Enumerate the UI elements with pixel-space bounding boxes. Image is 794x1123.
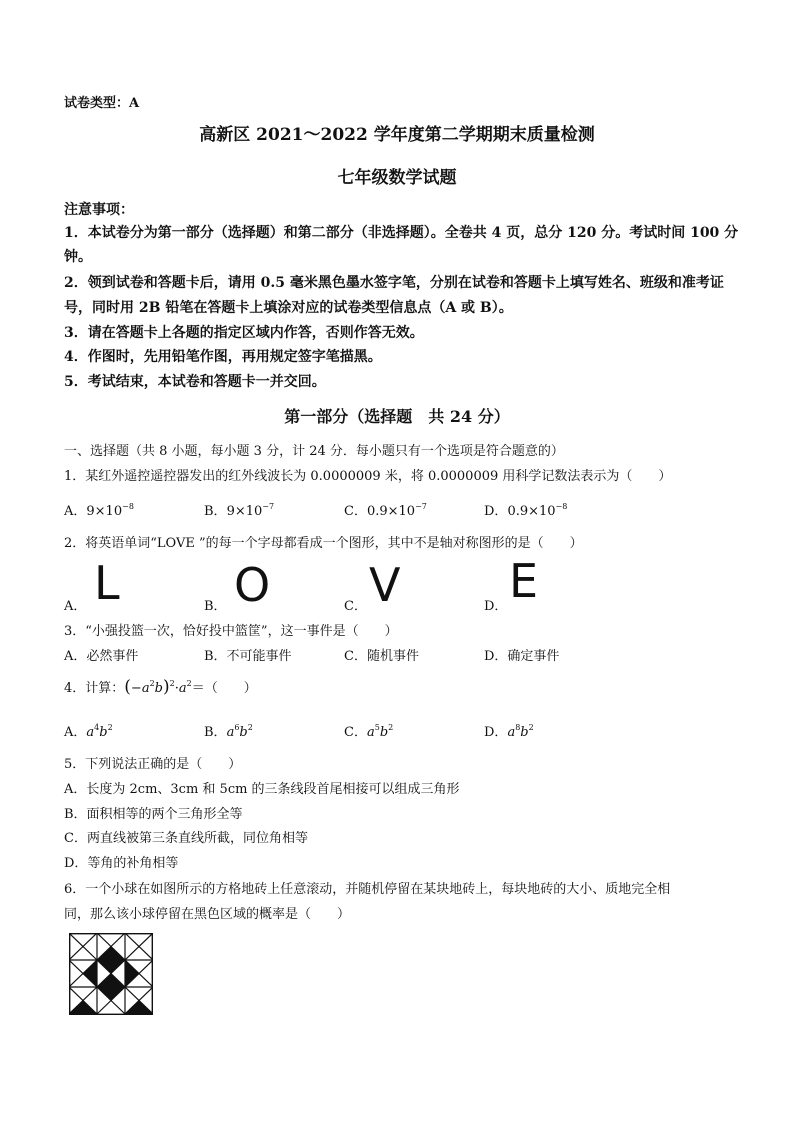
q1-a-exp: −8: [122, 502, 134, 511]
q1-option-b: [204, 500, 274, 519]
q3-option-d: D．确定事件: [484, 649, 560, 664]
q4-option-d: D．$a^8b^2$: [484, 723, 534, 740]
q6-tile-figure: [69, 933, 153, 1015]
q5-option-d: D．等角的补角相等: [64, 856, 179, 871]
q1-c-exp: −7: [415, 502, 427, 511]
q1-a-base: 9×10: [86, 504, 123, 519]
q2-d-label: D．: [484, 599, 508, 614]
note-item-1b: 钟。: [64, 249, 92, 265]
note-item-5: 5．考试结束，本试卷和答题卡一并交回。: [64, 374, 326, 390]
q1-a-label: A．: [64, 504, 87, 519]
q5-stem: 5．下列说法正确的是（ ）: [64, 757, 242, 772]
q4-option-a: A．$a^4b^2$: [64, 723, 113, 740]
q4-option-c: C．$a^5b^2$: [344, 723, 394, 740]
paper-type-label: 试卷类型：A: [64, 96, 140, 111]
notes-heading: 注意事项：: [64, 202, 134, 218]
q2-b-label: B．: [204, 599, 227, 614]
q2-letter-v: V: [369, 558, 401, 612]
q5-option-b: B．面积相等的两个三角形全等: [64, 807, 243, 822]
q1-b-base: 9×10: [226, 504, 263, 519]
q3-option-c: C．随机事件: [344, 649, 419, 664]
q1-b-label: B．: [204, 504, 227, 519]
q1-option-d: [484, 500, 567, 519]
q6-stem-line1: 6．一个小球在如图所示的方格地砖上任意滚动，并随机停留在某块地砖上，每块地砖的大小、质地完全相: [64, 882, 671, 897]
q1-d-base: 0.9×10: [507, 504, 556, 519]
q5-option-c: C．两直线被第三条直线所截，同位角相等: [64, 831, 308, 846]
tile-grid: [69, 933, 153, 1014]
tile-black-regions: [69, 947, 153, 1015]
q3-option-b: B．不可能事件: [204, 649, 292, 664]
q2-letter-o: O: [234, 558, 271, 612]
q1-d-exp: −8: [555, 502, 568, 511]
q1-stem: 1．某红外遥控遥控器发出的红外线波长为 0.0000009 米，将 0.0000009 用科学记数法表示为（ ）: [64, 469, 672, 484]
note-item-1a: 1．本试卷分为第一部分（选择题）和第二部分（非选择题）。全卷共 4 页，总分 120 分。考试时间 100 分: [64, 225, 739, 241]
q6-stem-line2: 同，那么该小球停留在黑色区域的概率是（ ）: [64, 907, 351, 922]
q2-letter-e: E: [509, 554, 539, 608]
q3-stem: 3．“小强投篮一次，恰好投中篮筐”，这一事件是（ ）: [64, 624, 398, 639]
note-item-4: 4．作图时，先用铅笔作图，再用规定签字笔描黑。: [64, 349, 382, 365]
note-item-3: 3．请在答题卡上各题的指定区域内作答，否则作答无效。: [64, 325, 424, 341]
note-item-2a: 2．领到试卷和答题卡后，请用 0.5 毫米黑色墨水签字笔，分别在试卷和答题卡上填写姓名、班级和准考证: [64, 275, 724, 291]
q2-stem: 2．将英语单词“LOVE ”的每一个字母都看成一个图形，其中不是轴对称图形的是（ ）: [64, 536, 583, 551]
q2-a-label: A．: [64, 599, 87, 614]
q1-option-a: [64, 500, 134, 519]
q1-c-label: C．: [344, 504, 367, 519]
q4-stem: 4．计算：$(-a^2b)^2\cdot a^2=$（ ）: [64, 677, 257, 697]
q4-stem-suffix: ＝（ ）: [191, 681, 257, 696]
note-item-2b: 号，同时用 2B 铅笔在答题卡上填涂对应的试卷类型信息点（A 或 B）。: [64, 300, 513, 316]
q2-letter-l: L: [94, 556, 120, 610]
q1-d-label: D．: [484, 504, 508, 519]
q4-stem-prefix: 4．计算：: [64, 681, 125, 696]
q3-option-a: A．必然事件: [64, 649, 139, 664]
q2-c-label: C．: [344, 599, 367, 614]
q1-c-base: 0.9×10: [366, 504, 416, 519]
q4-option-b: B．$a^6b^2$: [204, 723, 253, 740]
part1-instructions: 一、选择题（共 8 小题，每小题 3 分，计 24 分．每小题只有一个选项是符合题意的）: [64, 444, 564, 459]
exam-title: 高新区 2021～2022 学年度第二学期期末质量检测: [199, 125, 595, 145]
q1-option-c: [344, 500, 427, 519]
exam-subtitle: 七年级数学试题: [337, 168, 457, 188]
q5-option-a: A．长度为 2cm、3cm 和 5cm 的三条线段首尾相接可以组成三角形: [64, 782, 460, 797]
part1-heading: 第一部分（选择题 共 24 分）: [284, 407, 510, 426]
q1-b-exp: −7: [262, 502, 275, 511]
